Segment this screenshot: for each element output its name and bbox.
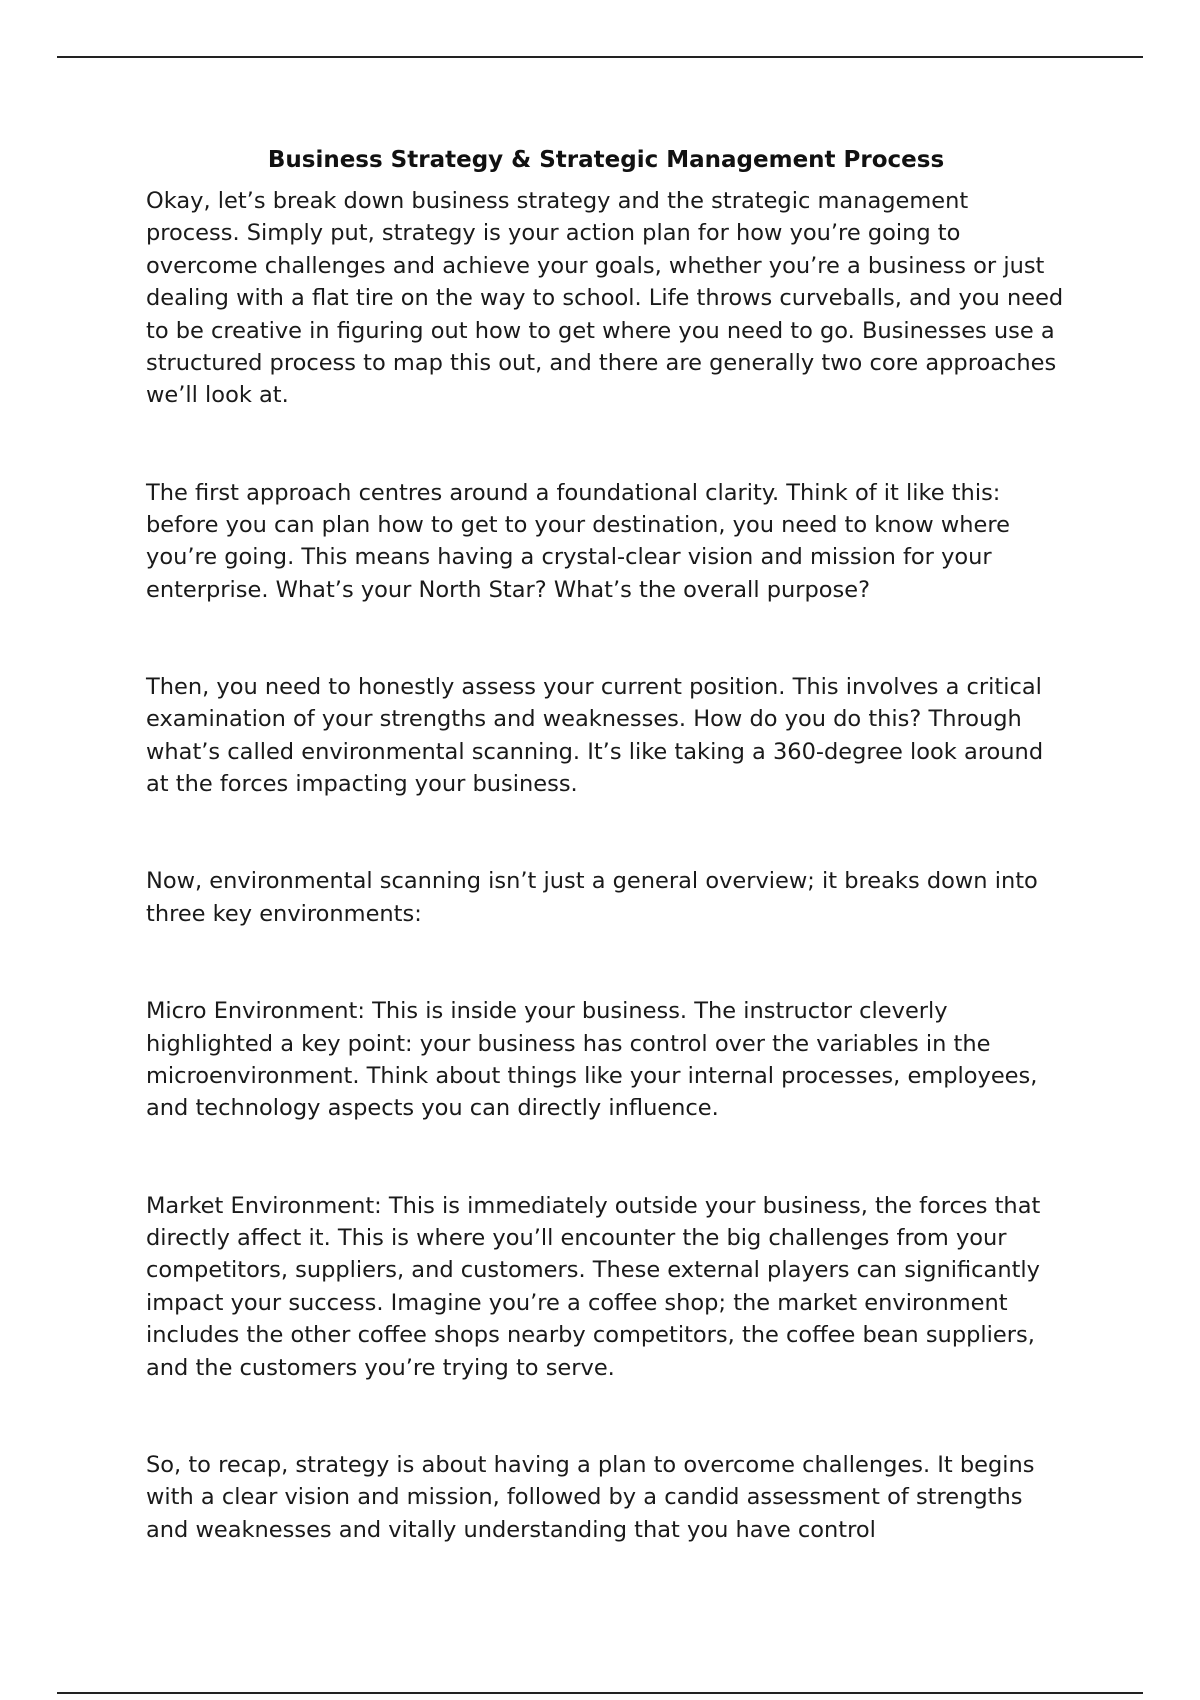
- paragraph-first-approach: The first approach centres around a foundational clarity. Think of it like this: before you can plan how to get to your destination, you need to know where you’re going. This means having a crystal-clear vision and mission for your enterprise. What’s your North Star? What’s the overall purpose?: [146, 479, 1010, 603]
- header-rule: [57, 56, 1143, 58]
- paragraph-current-position: Then, you need to honestly assess your current position. This involves a critical examination of your strengths and weaknesses. How do you do this? Through what’s called environmental scanning. It’s like taking a 360-degree look around at the forces impacting your business.: [146, 674, 1044, 798]
- paragraph-market-environment: Market Environment: This is immediately outside your business, the forces that directly affect it. This is where you’ll encounter the big challenges from your competitors, suppliers, and customers. These external players can significantly impact your success. Imagine you’re a coffee shop; the market environment includes the other coffee shops nearby competitors, the coffee bean suppliers, and the customers you’re trying to serve.: [146, 1192, 1041, 1381]
- document-title: Business Strategy & Strategic Management Process: [267, 147, 945, 173]
- document-body: [146, 145, 1066, 1546]
- paragraph-environmental-scanning: Now, environmental scanning isn’t just a general overview; it breaks down into three key environments:: [146, 868, 1038, 927]
- paragraph-recap: So, to recap, strategy is about having a plan to overcome challenges. It begins with a clear vision and mission, followed by a candid assessment of strengths and weaknesses and vitally understanding that you have control: [146, 1451, 1035, 1543]
- paragraph-micro-environment: Micro Environment: This is inside your business. The instructor cleverly highlighted a key point: your business has control over the variables in the microenvironment. Think about things like your internal processes, employees, and technology aspects you can directly influence.: [146, 998, 1038, 1122]
- footer-rule: [57, 1692, 1143, 1694]
- paragraph-intro: Okay, let’s break down business strategy and the strategic management process. Simply put, strategy is your action plan for how you’re going to overcome challenges and achieve your goals, whether you’re a business or just dealing with a flat tire on the way to school. Life throws curveballs, and you need to be creative in figuring out how to get where you need to go. Businesses use a structured process to map this out, and there are generally two core approaches we’ll look at.: [146, 188, 1064, 409]
